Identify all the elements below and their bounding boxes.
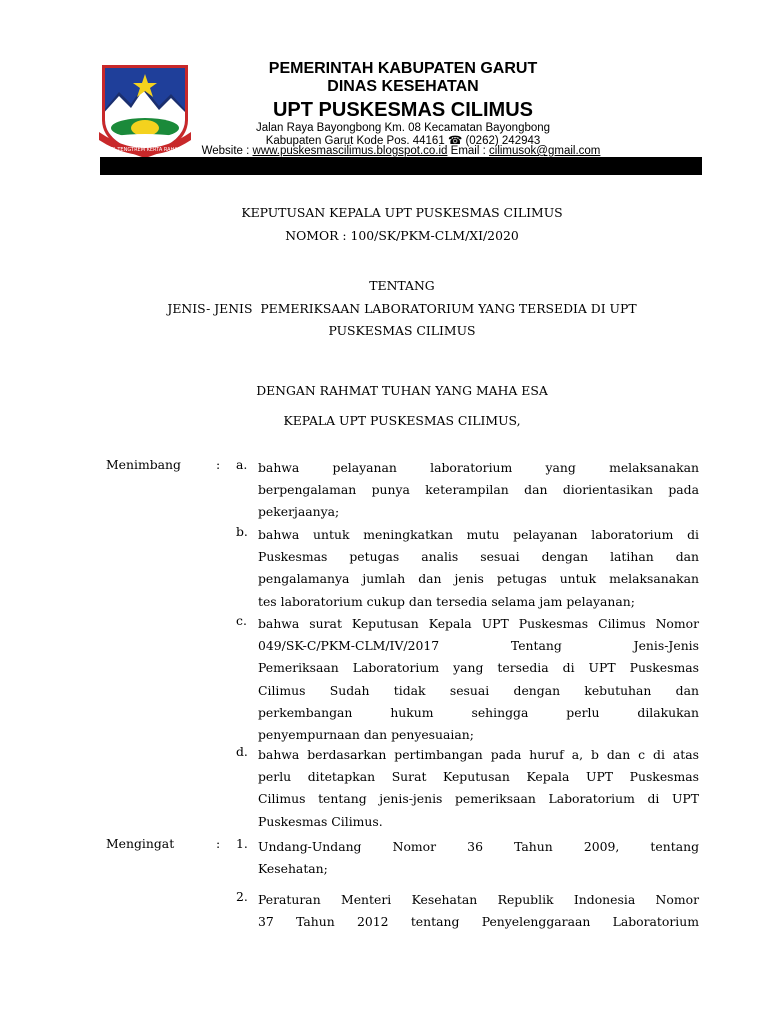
letterhead-city: Kabupaten Garut Kode Pos. 44161 — [265, 135, 448, 147]
menimbang-item-a — [258, 457, 699, 524]
letterhead-government: PEMERINTAH KABUPATEN GARUT — [268, 60, 538, 77]
menimbang-c-line: perkembangan hukum sehingga perlu dilakukan — [258, 704, 699, 720]
menimbang-a-line: bahwa pelayanan laboratorium yang melaksanakan — [258, 460, 699, 475]
menimbang-b-line: pengalamanya jumlah dan jenis petugas untuk melaksanakan — [258, 571, 699, 587]
menimbang-c-line: Cilimus Sudah tidak sesuai dengan kebutuhan dan — [258, 682, 699, 698]
mengingat-label: Mengingat — [106, 836, 175, 851]
menimbang-c-line: 049/SK-C/PKM-CLM/IV/2017 Tentang Jenis-Jenis — [258, 638, 699, 654]
menimbang-item-c — [258, 613, 699, 746]
menimbang-marker-c: c. — [236, 613, 247, 628]
menimbang-d-line: perlu ditetapkan Surat Keputusan Kepala UPT Puskesmas — [258, 769, 699, 785]
blessing-line: DENGAN RAHMAT TUHAN YANG MAHA ESA — [256, 383, 548, 398]
letterhead-divider-bar — [100, 158, 702, 175]
letterhead-phone: (0262) 242943 — [462, 135, 541, 147]
mengingat-1-line: Kesehatan; — [258, 861, 328, 877]
mengingat-colon: : — [216, 836, 221, 851]
mengingat-marker-1: 1. — [236, 836, 248, 851]
menimbang-d-line: Puskesmas Cilimus. — [258, 813, 383, 829]
menimbang-c-line: Pemeriksaan Laboratorium yang tersedia di UPT Puskesmas — [258, 660, 699, 676]
menimbang-a-line: berpengalaman punya keterampilan dan diorientasikan pada — [258, 482, 699, 498]
letterhead — [196, 60, 610, 148]
decree-title: KEPUTUSAN KEPALA UPT PUSKESMAS CILIMUS — [241, 205, 563, 220]
mengingat-marker-2: 2. — [236, 889, 248, 904]
email-label: Email : — [447, 145, 490, 157]
decree-subject-line2: PUSKESMAS CILIMUS — [328, 323, 476, 338]
mengingat-item-1 — [258, 836, 699, 880]
official-title: KEPALA UPT PUSKESMAS CILIMUS, — [283, 413, 521, 428]
mengingat-2-line: 37 Tahun 2012 tentang Penyelenggaraan Laboratorium — [258, 914, 699, 930]
menimbang-marker-b: b. — [236, 524, 248, 539]
letterhead-address: Jalan Raya Bayongbong Km. 08 Kecamatan Bayongbong — [255, 122, 551, 134]
menimbang-b-line: Puskesmas petugas analis sesuai dengan latihan dan — [258, 549, 699, 565]
menimbang-d-line: Cilimus tentang jenis-jenis pemeriksaan Laboratorium di UPT — [258, 791, 699, 807]
menimbang-c-line: bahwa surat Keputusan Kepala UPT Puskesmas Cilimus Nomor — [258, 616, 699, 631]
menimbang-c-line: penyempurnaan dan penyesuaian; — [258, 727, 474, 743]
letterhead-department: DINAS KESEHATAN — [327, 78, 479, 95]
letterhead-institution: UPT PUSKESMAS CILIMUS — [272, 99, 534, 121]
decree-subject-line1: JENIS- JENIS PEMERIKSAAN LABORATORIUM YANG TERSEDIA DI UPT — [167, 301, 637, 316]
website-link[interactable]: www.puskesmascilimus.blogspot.co.id — [252, 145, 448, 157]
mengingat-1-line: Undang-Undang Nomor 36 Tahun 2009, tentang — [258, 839, 699, 854]
logo-ribbon-text: TATA TENGTREM KERTA RAHARJA — [104, 147, 186, 153]
menimbang-b-line: tes laboratorium cukup dan tersedia selama jam pelayanan; — [258, 593, 635, 609]
menimbang-label: Menimbang — [106, 457, 181, 472]
phone-icon: ☎ — [447, 135, 463, 147]
tentang-heading: TENTANG — [369, 278, 435, 293]
decree-number: NOMOR : 100/SK/PKM-CLM/XI/2020 — [285, 228, 519, 243]
menimbang-marker-a: a. — [236, 457, 248, 472]
menimbang-marker-d: d. — [236, 744, 248, 759]
menimbang-item-d — [258, 744, 699, 833]
menimbang-colon: : — [216, 457, 221, 472]
menimbang-a-line: pekerjaanya; — [258, 504, 340, 520]
email-link[interactable]: cilimusok@gmail.com — [489, 145, 601, 157]
menimbang-d-line: bahwa berdasarkan pertimbangan pada huruf a, b dan c di atas — [258, 747, 699, 762]
menimbang-item-b — [258, 524, 699, 613]
mengingat-2-line: Peraturan Menteri Kesehatan Republik Indonesia Nomor — [258, 892, 699, 907]
mengingat-item-2 — [258, 889, 699, 933]
menimbang-b-line: bahwa untuk meningkatkan mutu pelayanan laboratorium di — [258, 527, 699, 542]
website-label: Website : — [201, 145, 253, 157]
